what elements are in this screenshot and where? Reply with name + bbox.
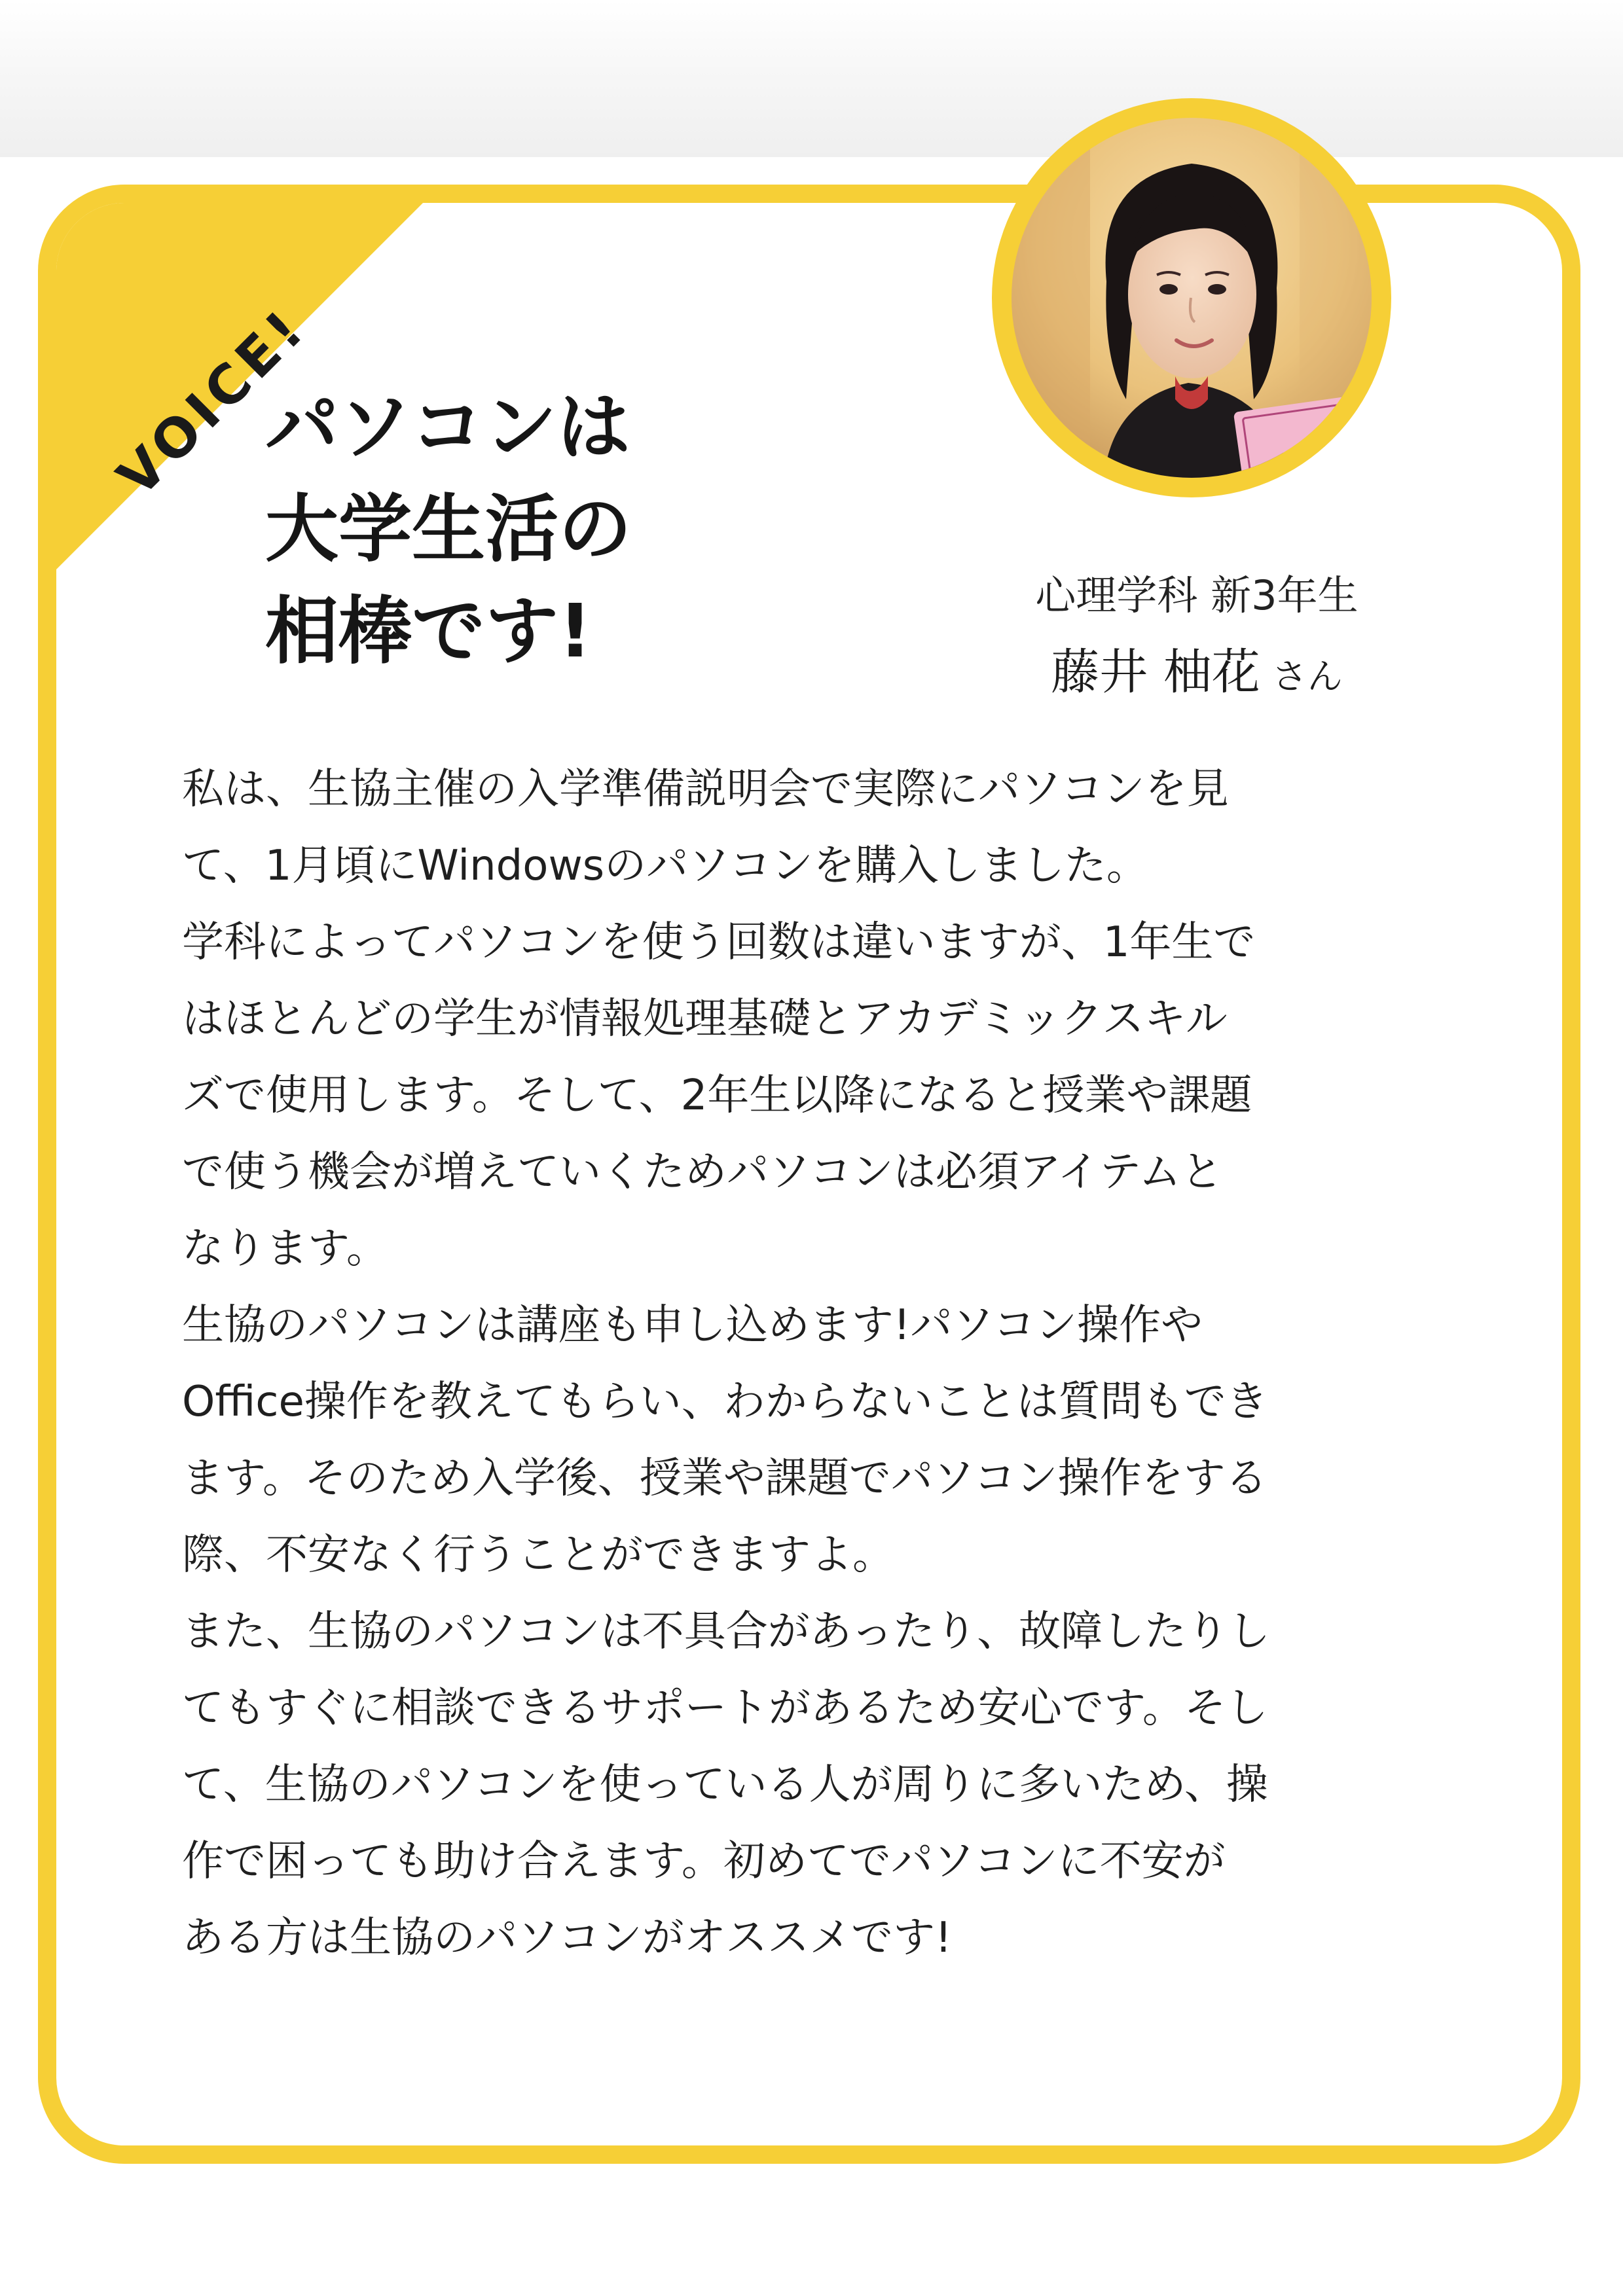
body-line: 生協のパソコンは講座も申し込めます!パソコン操作や — [182, 1301, 1203, 1350]
body-line: また、生協のパソコンは不具合があったり、故障したりし — [182, 1607, 1271, 1656]
student-name-block — [1000, 634, 1393, 703]
testimonial-body — [182, 751, 1465, 1977]
headline-line: 相棒です! — [265, 589, 593, 674]
voice-ribbon-label: VOICE! — [106, 296, 319, 509]
body-line: 際、不安なく行うことができますよ。 — [182, 1531, 894, 1579]
body-line: て、生協のパソコンを使っている人が周りに多いため、操 — [182, 1761, 1268, 1809]
body-line: ズで使用します。そして、2年生以降になると授業や課題 — [182, 1071, 1252, 1120]
honorific: さん — [1271, 656, 1343, 697]
body-line: はほとんどの学生が情報処理基礎とアカデミックスキル — [182, 995, 1228, 1043]
student-name: 藤井 柚花 — [1051, 644, 1260, 700]
student-photo — [1012, 118, 1372, 478]
department-label: 心理学科 新3年生 — [1035, 571, 1359, 619]
body-line: 作で困っても助け合えます。初めてでパソコンに不安が — [182, 1837, 1226, 1886]
body-line: 私は、生協主催の入学準備説明会で実際にパソコンを見 — [182, 765, 1229, 814]
headline — [265, 376, 763, 683]
headline-line: 大学生活の — [265, 487, 632, 572]
body-line: てもすぐに相談できるサポートがあるため安心です。そし — [182, 1684, 1268, 1732]
body-line: 学科によってパソコンを使う回数は違いますが、1年生で — [182, 918, 1256, 967]
page-top-fade — [0, 0, 1623, 157]
body-line: なります。 — [182, 1225, 388, 1273]
body-line: Office操作を教えてもらい、わからないことは質問もでき — [182, 1378, 1268, 1426]
body-line: ある方は生協のパソコンがオススメです! — [182, 1914, 952, 1962]
body-line: て、1月頃にWindowsのパソコンを購入しました。 — [182, 842, 1148, 890]
headline-line: パソコンは — [265, 385, 630, 470]
body-line: で使う機会が増えていくためパソコンは必須アイテムと — [182, 1148, 1223, 1196]
body-line: ます。そのため入学後、授業や課題でパソコン操作をする — [182, 1454, 1267, 1503]
